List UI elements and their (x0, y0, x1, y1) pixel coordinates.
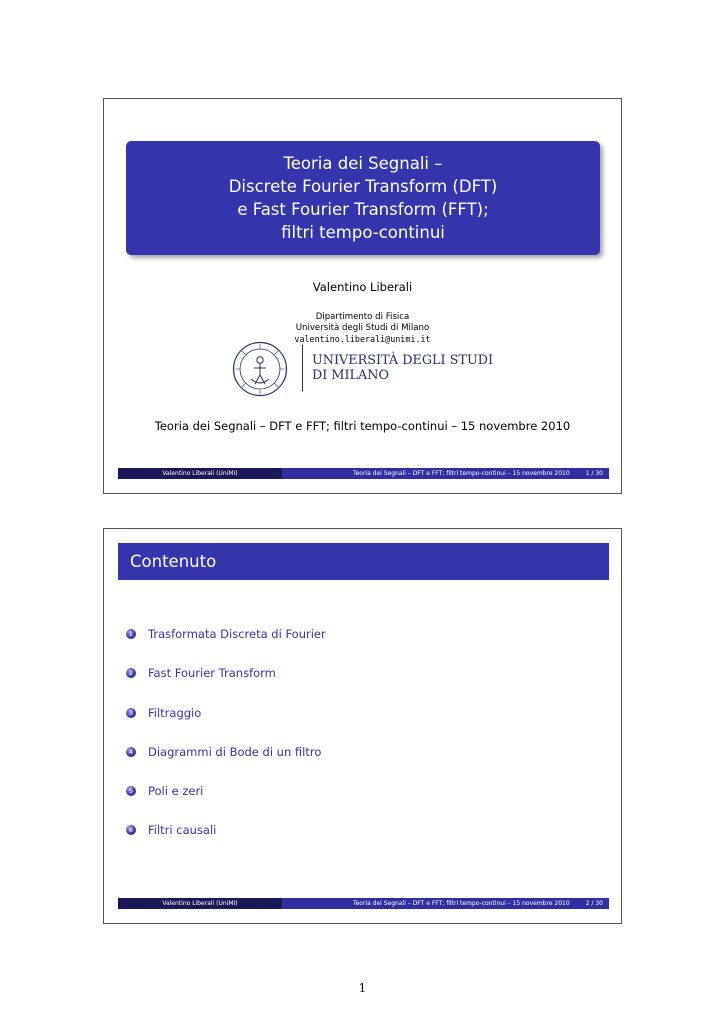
author-name: Valentino Liberali (312, 280, 413, 294)
toc-number-ball-icon: 4 (126, 747, 136, 757)
page-number: 1 (358, 981, 367, 995)
footer-page: 1 / 30 (585, 470, 603, 477)
slide-footer (118, 468, 609, 479)
title-line: e Fast Fourier Transform (FFT); (237, 200, 489, 219)
toc-label[interactable]: Fast Fourier Transform (148, 666, 276, 681)
toc-item[interactable] (126, 784, 326, 823)
footer-right (282, 468, 609, 479)
toc-item[interactable] (126, 823, 326, 862)
footer-page: 2 / 30 (585, 900, 603, 907)
logo-line: UNIVERSITÀ DEGLI STUDI (312, 353, 494, 368)
table-of-contents (126, 627, 326, 863)
title-box (126, 141, 600, 255)
footer-author: Valentino Liberali (UniMI) (118, 898, 282, 909)
title-line: Teoria dei Segnali – (283, 154, 443, 173)
university-logo (232, 341, 502, 397)
university: Università degli Studi di Milano (295, 323, 430, 333)
university-seal-icon (232, 341, 288, 397)
toc-item[interactable] (126, 745, 326, 784)
footer-title: Teoria dei Segnali – DFT e FFT; filtri tempo-continui – 15 novembre 2010 (352, 470, 570, 477)
title-line: Discrete Fourier Transform (DFT) (228, 177, 498, 196)
title-line: filtri tempo-continui (281, 223, 445, 242)
email: valentino.liberali@unimi.it (294, 334, 431, 344)
toc-number-ball-icon: 3 (126, 708, 136, 718)
footer-title: Teoria dei Segnali – DFT e FFT; filtri tempo-continui – 15 novembre 2010 (352, 900, 570, 907)
toc-item[interactable] (126, 627, 326, 666)
slide-footer (118, 898, 609, 909)
logo-wordmark (312, 353, 493, 383)
talk-subtitle: Teoria dei Segnali – DFT e FFT; filtri tempo-continui – 15 novembre 2010 (154, 419, 571, 433)
toc-label[interactable]: Diagrammi di Bode di un filtro (148, 744, 322, 759)
logo-divider (302, 345, 303, 391)
department: Dipartimento di Fisica (315, 312, 410, 322)
footer-right (282, 898, 609, 909)
toc-number-ball-icon: 6 (126, 825, 136, 835)
toc-label[interactable]: Trasformata Discreta di Fourier (148, 627, 326, 641)
toc-number-ball-icon: 5 (126, 786, 136, 796)
frame-title: Contenuto (118, 543, 609, 580)
toc-label[interactable]: Filtri causali (148, 823, 217, 838)
toc-label[interactable]: Filtraggio (148, 705, 202, 720)
toc-number-ball-icon: 1 (126, 629, 136, 639)
toc-item[interactable] (126, 706, 326, 745)
slide-1 (103, 98, 622, 494)
toc-label[interactable]: Poli e zeri (148, 784, 204, 799)
toc-item[interactable] (126, 666, 326, 705)
toc-number-ball-icon: 2 (126, 668, 136, 678)
logo-line: DI MILANO (312, 368, 389, 383)
slide-2 (103, 528, 622, 924)
footer-author: Valentino Liberali (UniMI) (118, 468, 282, 479)
